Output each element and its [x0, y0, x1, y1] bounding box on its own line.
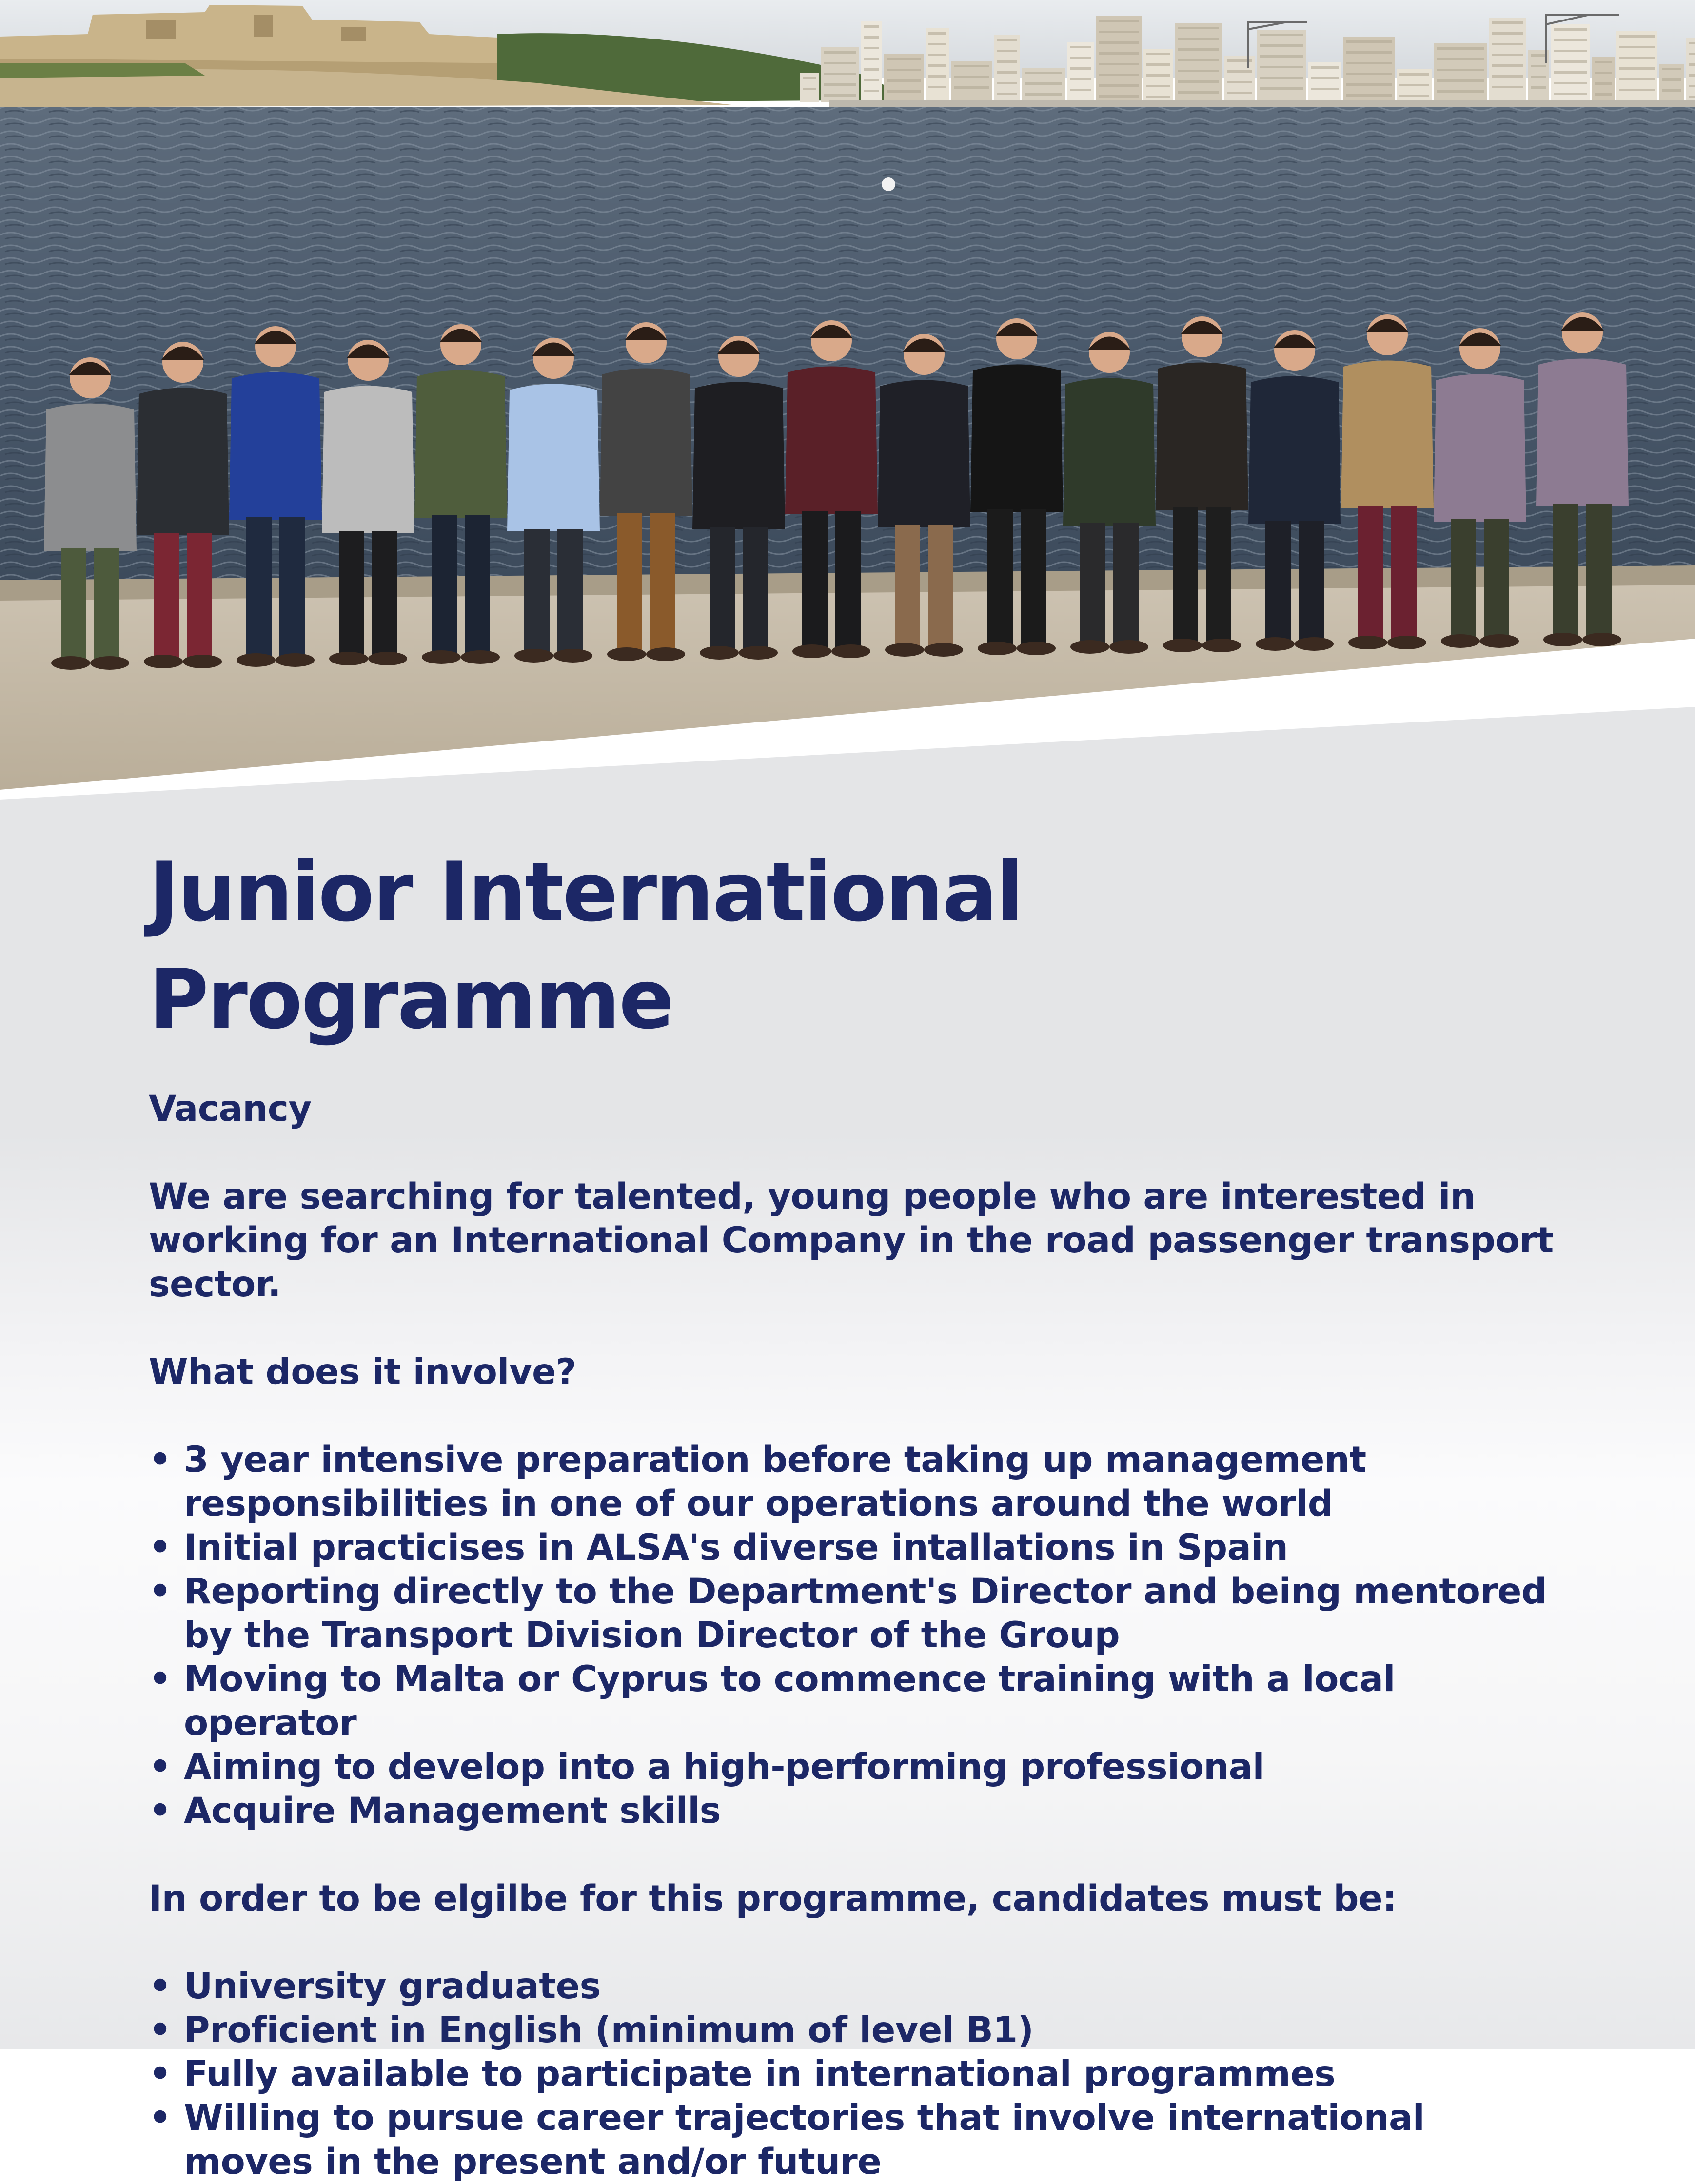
bullet-icon: • — [149, 2009, 172, 2051]
bullet-icon: • — [149, 1790, 172, 1832]
bullet-icon: • — [149, 1571, 172, 1612]
bullet-icon: • — [149, 1966, 172, 2007]
list-item: • Moving to Malta or Cyprus to commence training with a local operator — [149, 1658, 1395, 1744]
bullet-icon: • — [149, 2053, 172, 2095]
involve-heading: What does it involve? — [149, 1351, 576, 1393]
bullet-icon: • — [149, 1439, 172, 1481]
list-item: • 3 year intensive preparation before taking up management responsibilities in one of our operations around the world — [149, 1439, 1366, 1524]
vacancy-label: Vacancy — [149, 1088, 312, 1130]
page-title: Junior International Programme — [149, 844, 1023, 1047]
body — [149, 1087, 1563, 2184]
list-item: • Initial practicises in ALSA's diverse intallations in Spain — [149, 1526, 1563, 1570]
bullet-icon: • — [149, 1746, 172, 1788]
list-item: • Fully available to participate in international programmes — [149, 2052, 1563, 2096]
intro-paragraph: We are searching for talented, young people who are interested in working for an International Company in the road passenger transport sector. — [149, 1176, 1554, 1305]
eligibility-list — [149, 1965, 1563, 2184]
content — [149, 838, 1563, 2184]
bullet-icon: • — [149, 2097, 172, 2139]
list-item: • Proficient in English (minimum of level B1) — [149, 2008, 1563, 2052]
involve-list — [149, 1438, 1563, 1833]
list-item: • University graduates — [149, 1965, 1563, 2008]
list-item: • Acquire Management skills — [149, 1789, 1563, 1833]
list-item: • Aiming to develop into a high-performing professional — [149, 1745, 1563, 1789]
bullet-icon: • — [149, 1527, 172, 1568]
eligibility-heading: In order to be elgilbe for this programme, candidates must be: — [149, 1878, 1397, 1919]
bullet-icon: • — [149, 1658, 172, 1700]
list-item: • Willing to pursue career trajectories that involve international moves in the present and/or future — [149, 2097, 1425, 2183]
list-item: • Reporting directly to the Department's Director and being mentored by the Transport Division Director of the Group — [149, 1571, 1547, 1656]
